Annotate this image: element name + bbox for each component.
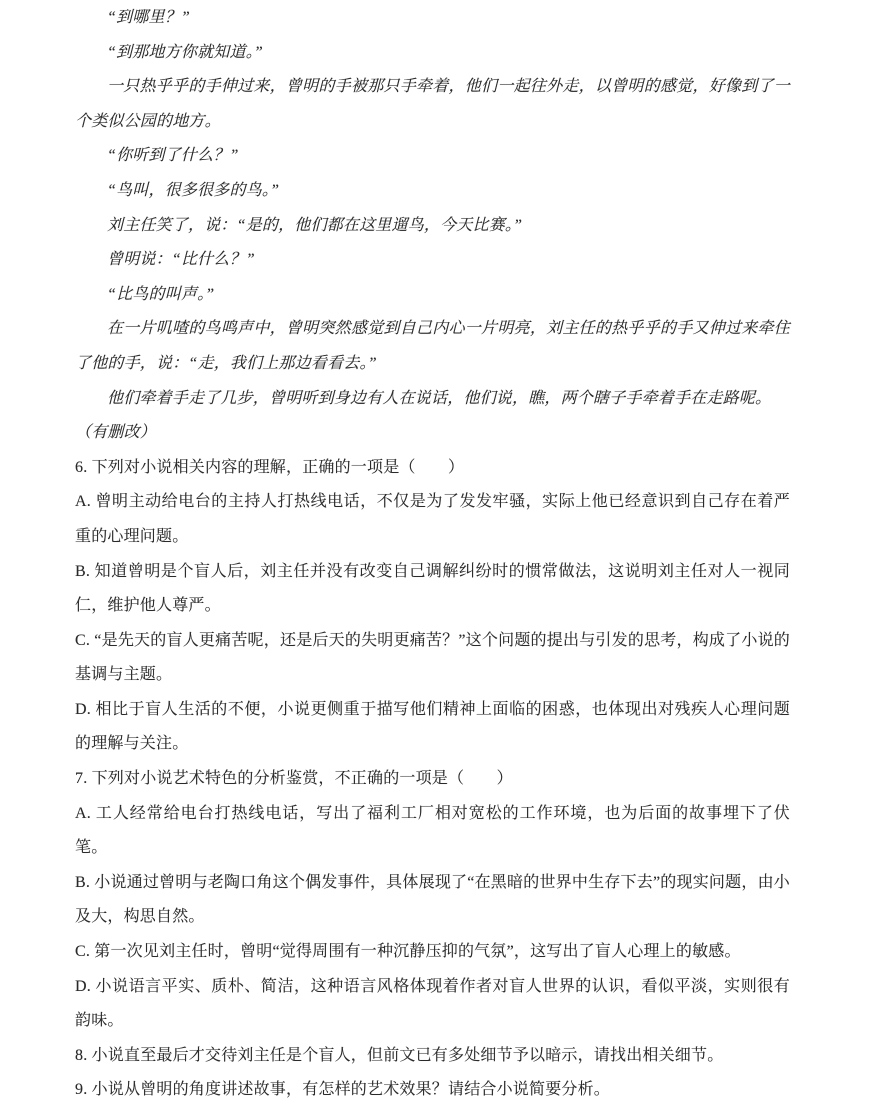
- story-paragraph: “你听到了什么？”: [107, 147, 239, 165]
- story-paragraph: 他们牵着手走了几步，曾明听到身边有人在说话，他们说，瞧，两个瞎子手牵着手在走路呢。: [107, 389, 772, 407]
- story-paragraph: 曾明说：“比什么？”: [107, 251, 255, 269]
- question-6-option-b: B. 知道曾明是个盲人后，刘主任并没有改变自己调解纠纷时的惯常做法，这说明刘主任对人一视同仁，维护他人尊严。: [75, 562, 790, 615]
- story-paragraph: 在一片叽喳的鸟鸣声中，曾明突然感觉到自己内心一片明亮，刘主任的热乎乎的手又伸过来牵住了他的手，说：“走，我们上那边看看去。”: [75, 320, 790, 372]
- question-7-stem: 7. 下列对小说艺术特色的分析鉴赏，不正确的一项是（ ）: [75, 770, 513, 788]
- questions-section: [75, 451, 790, 1108]
- question-7-option-d: D. 小说语言平实、质朴、简洁，这种语言风格体现着作者对盲人世界的认识，看似平淡，实则很有韵味。: [75, 977, 790, 1030]
- story-paragraph: “到那地方你就知道。”: [107, 43, 263, 61]
- story-paragraph: “到哪里？”: [107, 9, 190, 26]
- question-7-option-a: A. 工人经常给电台打热线电话，写出了福利工厂相对宽松的工作环境，也为后面的故事埋下了伏笔。: [75, 804, 790, 857]
- story-paragraph: “比鸟的叫声。”: [107, 285, 215, 303]
- question-7-option-c: C. 第一次见刘主任时，曾明“觉得周围有一种沉静压抑的气氛”，这写出了盲人心理上的敏感。: [75, 943, 741, 961]
- question-6-stem: 6. 下列对小说相关内容的理解，正确的一项是（ ）: [75, 458, 465, 476]
- question-6-option-d: D. 相比于盲人生活的不便，小说更侧重于描写他们精神上面临的困惑，也体现出对残疾人心理问题的理解与关注。: [75, 700, 790, 753]
- question-6-option-c: C. “是先天的盲人更痛苦呢，还是后天的失明更痛苦？”这个问题的提出与引发的思考，构成了小说的基调与主题。: [75, 631, 790, 684]
- question-9-stem: 9. 小说从曾明的角度讲述故事，有怎样的艺术效果？请结合小说简要分析。: [75, 1081, 611, 1099]
- question-6-option-a: A. 曾明主动给电台的主持人打热线电话，不仅是为了发发牢骚，实际上他已经意识到自己存在着严重的心理问题。: [75, 493, 790, 545]
- story-paragraph: “鸟叫，很多很多的鸟。”: [107, 181, 280, 199]
- deletion-note: （有删改）: [75, 424, 157, 442]
- question-8-stem: 8. 小说直至最后才交待刘主任是个盲人，但前文已有多处细节予以暗示，请找出相关细节。: [75, 1046, 724, 1064]
- question-7-option-b: B. 小说通过曾明与老陶口角这个偶发事件，具体展现了“在黑暗的世界中生存下去”的现实问题，由小及大，构思自然。: [75, 873, 790, 926]
- story-paragraph: 刘主任笑了，说：“是的，他们都在这里遛鸟，今天比赛。”: [107, 216, 523, 234]
- story-paragraph: 一只热乎乎的手伸过来，曾明的手被那只手牵着，他们一起往外走，以曾明的感觉，好像到了一个类似公园的地方。: [75, 78, 790, 130]
- story-section: [75, 1, 790, 451]
